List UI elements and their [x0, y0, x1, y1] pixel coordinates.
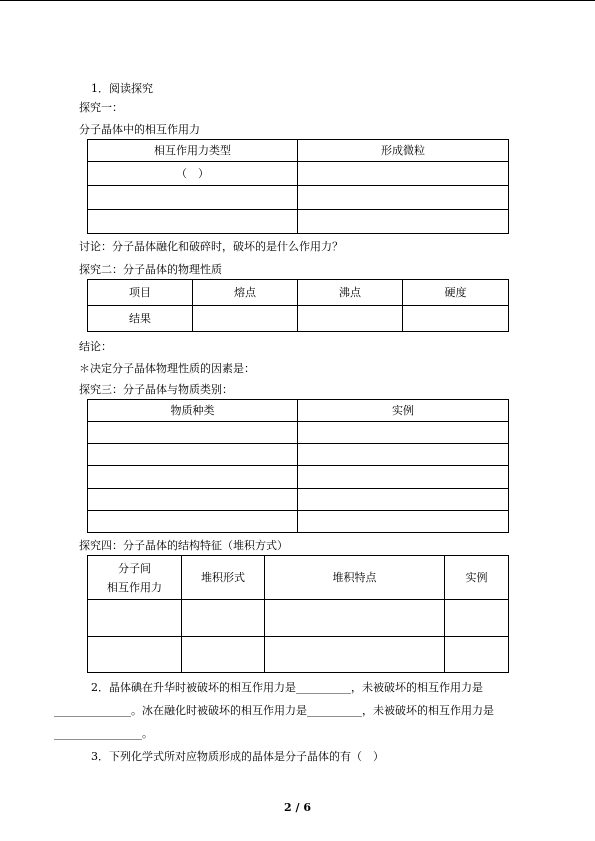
table-cell: [298, 444, 509, 466]
conclusion-text: 结论：: [79, 340, 112, 353]
table-cell: [88, 186, 298, 210]
header-cell: 沸点: [298, 280, 403, 306]
table-row: [88, 422, 509, 444]
table-cell: [298, 489, 509, 511]
table-cell: [88, 600, 182, 637]
table-row: [88, 466, 509, 489]
factors-text: ＊决定分子晶体物理性质的因素是：: [79, 362, 255, 375]
table-cell: [88, 637, 182, 673]
section-heading: 1．阅读探究: [91, 82, 153, 95]
table-cell: [88, 466, 298, 489]
table-cell: [298, 511, 509, 533]
table-cell: [298, 162, 509, 186]
table-cell: [265, 637, 445, 673]
header-cell: 堆积形式: [182, 556, 265, 600]
table-header-row: [88, 140, 509, 162]
explore1-table: [87, 139, 509, 234]
table-header-row: [88, 556, 509, 600]
table-row: [88, 600, 509, 637]
explore1-title: 探究一：: [79, 101, 123, 114]
header-cell: 实例: [445, 556, 509, 600]
explore4-title: 探究四：分子晶体的结构特征（堆积方式）: [79, 539, 288, 552]
header-line: 相互作用力: [107, 580, 162, 594]
table-cell: [445, 637, 509, 673]
header-cell: 实例: [298, 400, 509, 422]
table-cell: [265, 600, 445, 637]
table-row: [88, 306, 509, 332]
header-cell: 相互作用力类型: [88, 140, 298, 162]
header-cell: 形成微粒: [298, 140, 509, 162]
table-cell: [88, 489, 298, 511]
explore4-table: [87, 555, 509, 673]
q2-line1: 2．晶体碘在升华时被破坏的相互作用力是__________，未被破坏的相互作用力是: [91, 681, 483, 694]
table-cell: （ ）: [88, 162, 298, 186]
header-cell: 硬度: [403, 280, 509, 306]
table-cell: [298, 466, 509, 489]
table-cell: [88, 444, 298, 466]
table-cell: [298, 186, 509, 210]
table-row: [88, 162, 509, 186]
explore3-title: 探究三：分子晶体与物质类别：: [79, 383, 233, 396]
table-cell: [298, 306, 403, 332]
table-cell: [298, 210, 509, 234]
table-cell: [182, 637, 265, 673]
table-cell: [193, 306, 298, 332]
table-cell: [88, 511, 298, 533]
table-header-row: [88, 400, 509, 422]
table-cell: [445, 600, 509, 637]
header-cell: 项目: [88, 280, 193, 306]
header-cell: 物质种类: [88, 400, 298, 422]
discussion-text: 讨论：分子晶体融化和破碎时，破坏的是什么作用力？: [79, 240, 343, 253]
table-header-row: [88, 280, 509, 306]
table-row: [88, 637, 509, 673]
explore3-table: [87, 399, 509, 533]
explore2-table: [87, 279, 509, 332]
q3-text: 3．下列化学式所对应物质形成的晶体是分子晶体的有（ ）: [91, 750, 384, 763]
table-cell: [88, 210, 298, 234]
header-cell: 堆积特点: [265, 556, 445, 600]
table-cell: [298, 422, 509, 444]
header-cell: 熔点: [193, 280, 298, 306]
explore1-subtitle: 分子晶体中的相互作用力: [79, 123, 200, 136]
top-rule: [0, 0, 595, 1]
page-number: 2 / 6: [284, 801, 311, 814]
table-cell: 结果: [88, 306, 193, 332]
table-row: [88, 186, 509, 210]
header-cell: [88, 556, 182, 600]
explore2-title: 探究二：分子晶体的物理性质: [79, 263, 222, 276]
table-row: [88, 210, 509, 234]
q2-line3: ________________。: [54, 727, 153, 740]
table-row: [88, 489, 509, 511]
table-cell: [182, 600, 265, 637]
header-line: 分子间: [118, 561, 151, 575]
table-cell: [88, 422, 298, 444]
table-row: [88, 444, 509, 466]
table-row: [88, 511, 509, 533]
q2-line2: ______________。冰在融化时被破坏的相互作用力是__________，未被破坏的相互作用力是: [54, 704, 494, 717]
table-cell: [403, 306, 509, 332]
